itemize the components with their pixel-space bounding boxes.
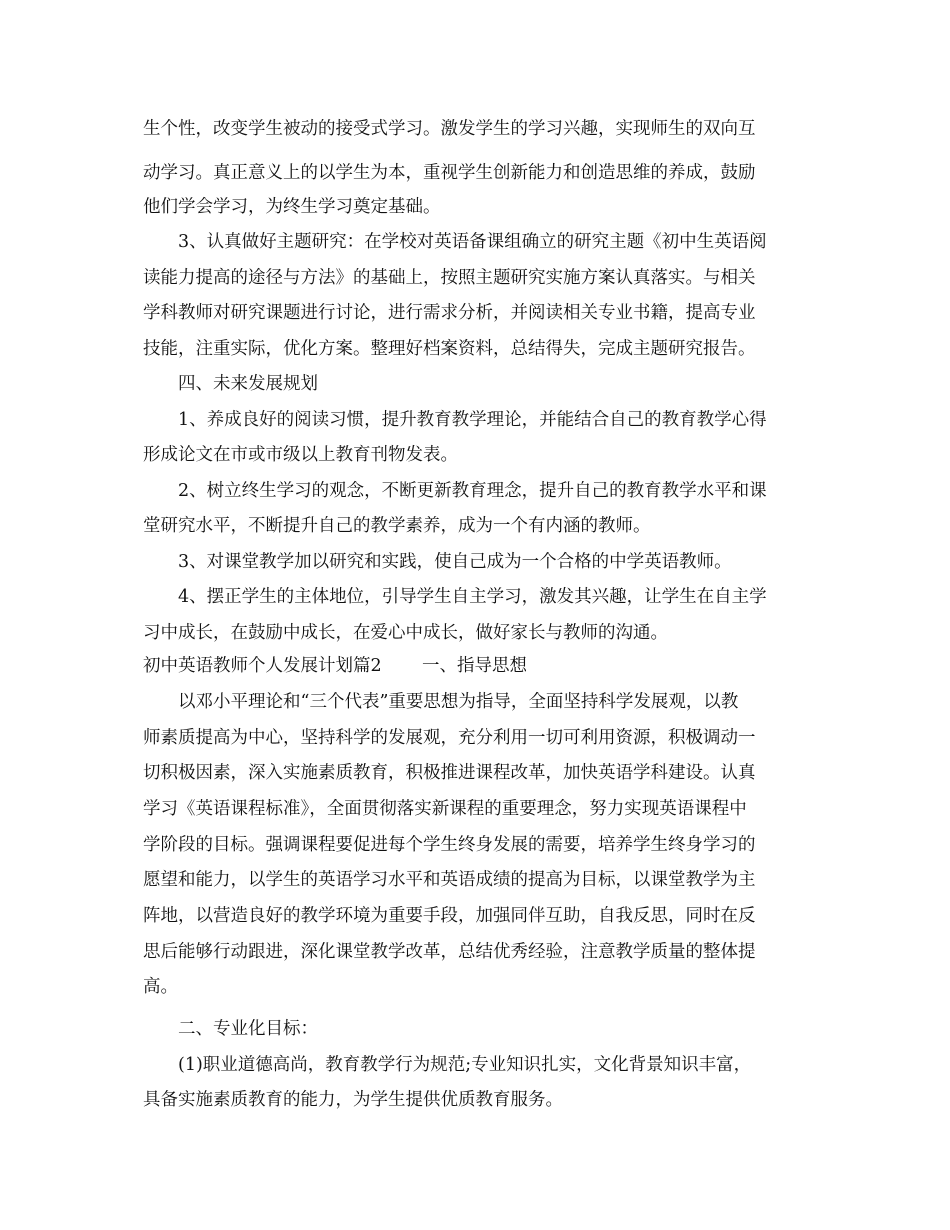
line-text: 技能，注重实际，优化方案。整理好档案资料，总结得失，完成主题研究报告。 — [143, 339, 756, 359]
line-text: 3、认真做好主题研究：在学校对英语备课组确立的研究主题《初中生英语阅 — [178, 232, 767, 252]
text-line — [0, 547, 950, 577]
line-text: 具备实施素质教育的能力，为学生提供优质教育服务。 — [143, 1090, 563, 1110]
line-text: 习中成长，在鼓励中成长，在爱心中成长，做好家长与教师的沟通。 — [143, 623, 668, 643]
line-text: 愿望和能力，以学生的英语学习水平和英语成绩的提高为目标，以课堂教学为主 — [143, 870, 756, 890]
line-text: 生个性，改变学生被动的接受式学习。激发学生的学习兴趣，实现师生的双向互 — [143, 119, 756, 139]
heading-text: 四、未来发展规划 — [178, 374, 318, 394]
text-line — [0, 723, 950, 753]
article-title-line — [0, 651, 950, 681]
line-text: (1)职业道德高尚，教育教学行为规范;专业知识扎实，文化背景知识丰富， — [178, 1055, 752, 1075]
text-line — [0, 405, 950, 435]
text-line — [0, 687, 950, 717]
text-line — [0, 865, 950, 895]
text-line — [0, 794, 950, 824]
text-line — [0, 1085, 950, 1115]
text-line — [0, 511, 950, 541]
text-line — [0, 192, 950, 222]
article-title: 初中英语教师个人发展计划篇2 — [143, 656, 382, 676]
line-text: 读能力提高的途径与方法》的基础上，按照主题研究实施方案认真落实。与相关 — [143, 268, 756, 288]
line-text: 3、对课堂教学加以研究和实践，使自己成为一个合格的中学英语教师。 — [178, 552, 732, 572]
text-line — [0, 263, 950, 293]
section-heading — [0, 369, 950, 399]
text-line — [0, 114, 950, 144]
heading-text: 二、专业化目标： — [178, 1019, 318, 1039]
line-text: 动学习。真正意义上的以学生为本，重视学生创新能力和创造思维的养成，鼓励 — [143, 163, 756, 183]
text-line — [0, 972, 950, 1002]
line-text: 2、树立终生学习的观念，不断更新教育理念，提升自己的教育教学水平和课 — [178, 481, 767, 501]
text-line — [0, 298, 950, 328]
line-text: 阵地，以营造良好的教学环境为重要手段，加强同伴互助，自我反思，同时在反 — [143, 906, 756, 926]
text-line — [0, 830, 950, 860]
text-line — [0, 901, 950, 931]
line-text: 堂研究水平，不断提升自己的教学素养，成为一个有内涵的教师。 — [143, 516, 651, 536]
line-text: 他们学会学习，为终生学习奠定基础。 — [143, 197, 441, 217]
line-text: 学科教师对研究课题进行讨论，进行需求分析，并阅读相关专业书籍，提高专业 — [143, 303, 756, 323]
section-heading — [0, 1014, 950, 1044]
text-line — [0, 334, 950, 364]
section-heading: 一、指导思想 — [422, 656, 527, 676]
text-line — [0, 758, 950, 788]
text-line — [0, 476, 950, 506]
line-text: 以邓小平理论和“三个代表”重要思想为指导，全面坚持科学发展观，以教 — [178, 692, 739, 712]
line-text: 学阶段的目标。强调课程要促进每个学生终身发展的需要，培养学生终身学习的 — [143, 835, 756, 855]
text-line — [0, 440, 950, 470]
line-text: 思后能够行动跟进，深化课堂教学改革，总结优秀经验，注意教学质量的整体提 — [143, 942, 756, 962]
line-text: 形成论文在市或市级以上教育刊物发表。 — [143, 445, 458, 465]
text-line — [0, 227, 950, 257]
text-line — [0, 937, 950, 967]
text-line — [0, 618, 950, 648]
text-line — [0, 158, 950, 188]
text-line — [0, 1050, 950, 1080]
line-text: 1、养成良好的阅读习惯，提升教育教学理论，并能结合自己的教育教学心得 — [178, 410, 767, 430]
line-text: 切积极因素，深入实施素质教育，积极推进课程改革，加快英语学科建设。认真 — [143, 763, 756, 783]
text-line — [0, 582, 950, 612]
line-text: 4、摆正学生的主体地位，引导学生自主学习，激发其兴趣，让学生在自主学 — [178, 587, 767, 607]
line-text: 学习《英语课程标准》，全面贯彻落实新课程的重要理念，努力实现英语课程中 — [143, 799, 747, 819]
line-text: 师素质提高为中心，坚持科学的发展观，充分利用一切可利用资源，积极调动一 — [143, 728, 756, 748]
line-text: 高。 — [143, 977, 178, 997]
